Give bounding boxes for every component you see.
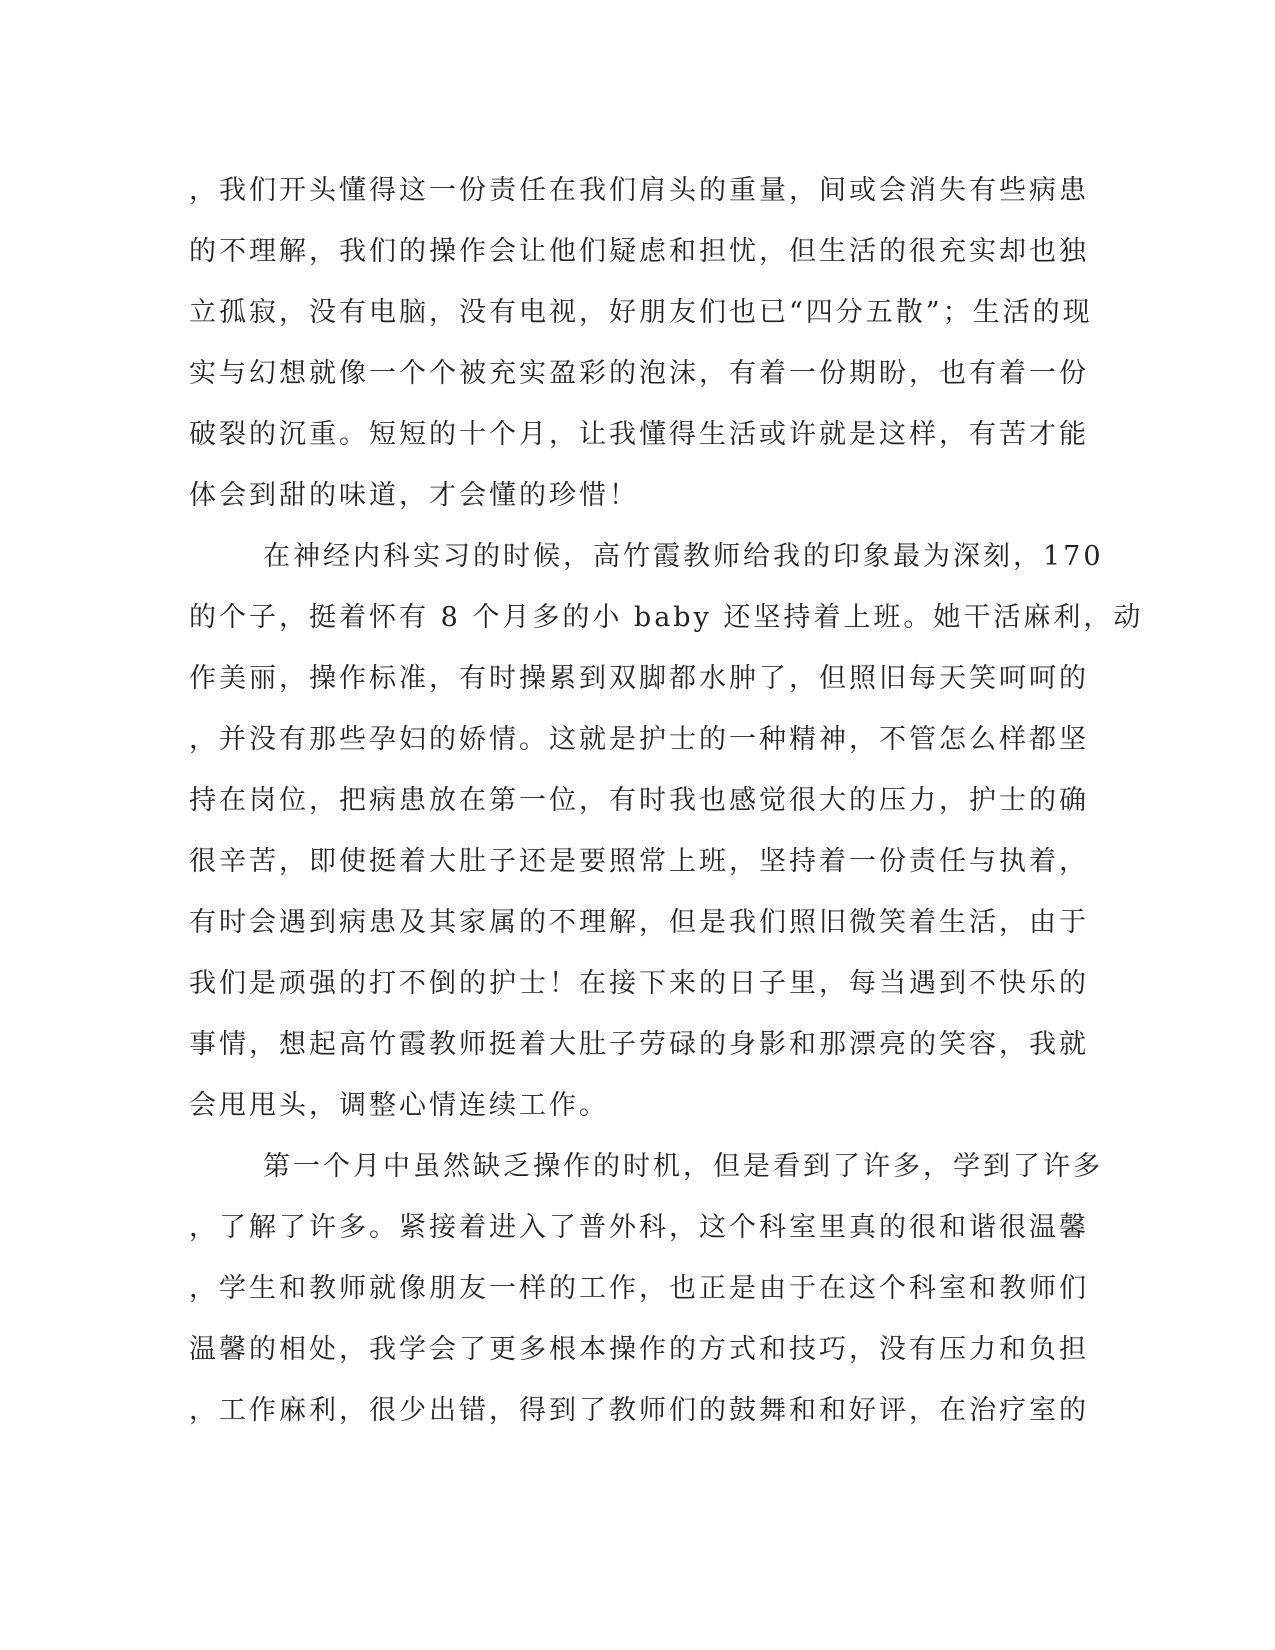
paragraph-3 [189,1136,1103,1441]
body-text [189,160,1144,1441]
text-line: ，工作麻利，很少出错，得到了教师们的鼓舞和和好评，在治疗室的 [189,1395,1089,1426]
text-line: ，了解了许多。紧接着进入了普外科，这个科室里真的很和谐很温馨 [189,1212,1089,1243]
text-line: 破裂的沉重。短短的十个月，让我懂得生活或许就是这样，有苦才能 [189,419,1089,450]
text-line: ，我们开头懂得这一份责任在我们肩头的重量，间或会消失有些病患 [189,175,1089,206]
text-line: 的个子，挺着怀有 8 个月多的小 baby 还坚持着上班。她干活麻利，动 [189,602,1144,633]
text-line: 实与幻想就像一个个被充实盈彩的泡沫，有着一份期盼，也有着一份 [189,358,1089,389]
text-line: 温馨的相处，我学会了更多根本操作的方式和技巧，没有压力和负担 [189,1334,1089,1365]
text-line: 很辛苦，即使挺着大肚子还是要照常上班，坚持着一份责任与执着， [189,846,1089,877]
text-line: 作美丽，操作标准，有时操累到双脚都水肿了，但照旧每天笑呵呵的 [189,663,1089,694]
text-line: ，学生和教师就像朋友一样的工作，也正是由于在这个科室和教师们 [189,1273,1089,1304]
text-line: 持在岗位，把病患放在第一位，有时我也感觉很大的压力，护士的确 [189,785,1089,816]
text-line: ，并没有那些孕妇的娇情。这就是护士的一种精神，不管怎么样都坚 [189,724,1089,755]
paragraph-2 [189,526,1144,1136]
text-line: 体会到甜的味道，才会懂的珍惜！ [189,480,639,511]
text-line: 事情，想起高竹霞教师挺着大肚子劳碌的身影和那漂亮的笑容，我就 [189,1029,1089,1060]
text-line: 立孤寂，没有电脑，没有电视，好朋友们也已“四分五散”；生活的现 [189,297,1093,328]
text-line: 我们是顽强的打不倒的护士！在接下来的日子里，每当遇到不快乐的 [189,968,1089,999]
text-line: 会甩甩头，调整心情连续工作。 [189,1090,609,1121]
text-line: 在神经内科实习的时候，高竹霞教师给我的印象最为深刻，170 [263,541,1104,572]
text-line: 有时会遇到病患及其家属的不理解，但是我们照旧微笑着生活，由于 [189,907,1089,938]
paragraph-1 [189,160,1093,526]
text-line: 第一个月中虽然缺乏操作的时机，但是看到了许多，学到了许多 [263,1151,1103,1182]
text-line: 的不理解，我们的操作会让他们疑虑和担忧，但生活的很充实却也独 [189,236,1089,267]
